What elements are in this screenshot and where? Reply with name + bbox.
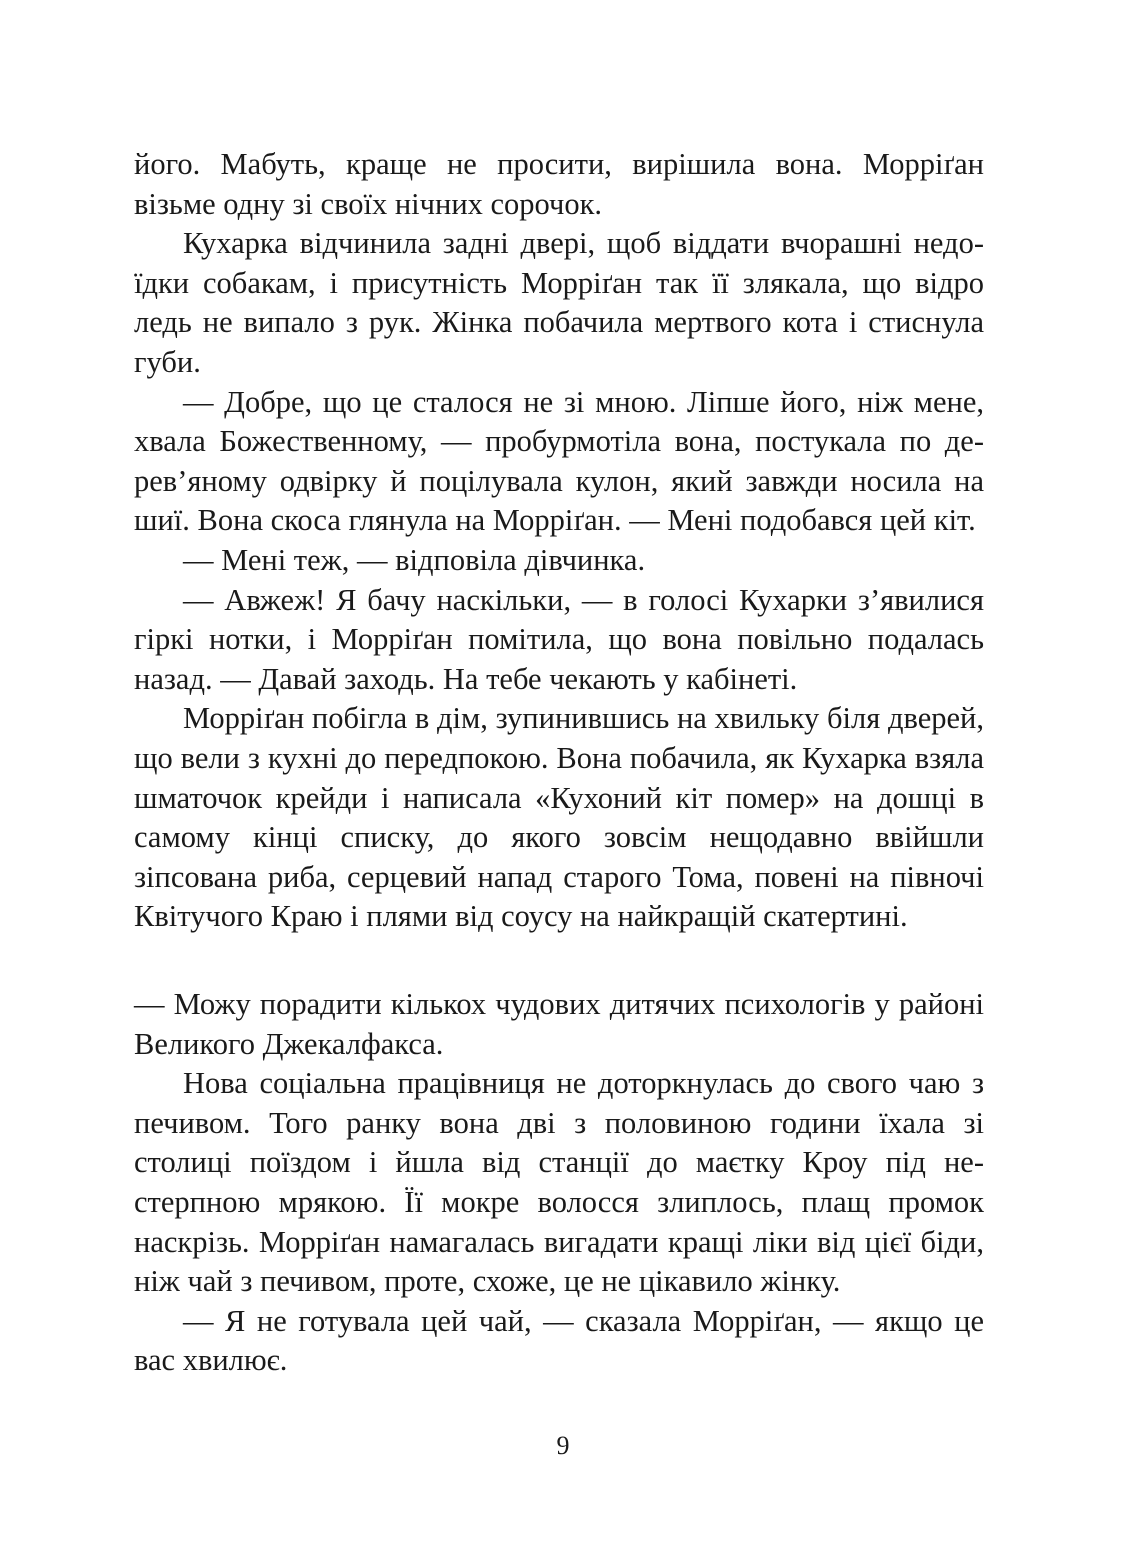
paragraph-continuation: його. Мабуть, краще не просити, вирішила вона. Морріґан візьме одну зі своїх нічних сорочок. xyxy=(134,147,984,221)
dialogue-paragraph: — Можу порадити кількох чудових дитячих психологів у районі Великого Джекалфакса. xyxy=(134,987,984,1061)
text-section-1 xyxy=(134,145,984,937)
dialogue-paragraph: — Мені теж, — відповіла дівчинка. xyxy=(183,542,646,577)
paragraph: Морріґан побігла в дім, зупинившись на хвильку біля дверей, що вели з кухні до передпокою. Вона побачила, як Кухарка взяла шматочок крейди і написала «Кухоний кіт помер» на дошці в самому кінці списку, до якого зовсім нещодавно ввійшли зіпсована риба, серцевий напад старого Тома, повені на півночі Квітучого Краю і плями від соусу на найкращій скатертині. xyxy=(134,701,984,934)
paragraph: Кухарка відчинила задні двері, щоб віддати вчорашні недоїдки собакам, і присутність Морріґан так її злякала, що відро ледь не випало з рук. Жінка побачила мертвого кота і стиснула губи. xyxy=(134,226,984,379)
dialogue-paragraph: — Авжеж! Я бачу наскільки, — в голосі Кухарки з’явилися гіркі нотки, і Морріґан помітила, що вона повільно подалась назад. — Давай заходь. На тебе чекають у кабінеті. xyxy=(134,582,984,696)
paragraph: Нова соціальна працівниця не доторкнулась до свого чаю з печивом. Того ранку вона дві з половиною години їхала зі столиці поїздом і йшла від станції до маєтку Кроу під нестерпною мрякою. Її мокре волосся злиплось, плащ промок наскрізь. Морріґан намагалась вигадати кращі ліки від цієї біди, ніж чай з печивом, проте, схоже, це не цікавило жінку. xyxy=(134,1066,984,1299)
dialogue-paragraph: — Добре, що це сталося не зі мною. Ліпше його, ніж мене, хвала Божественному, — пробурмотіла вона, постукала по дерев’яному одвірку й поцілувала кулон, який завжди носила на шиї. Вона скоса глянула на Морріґан. — Мені подобався цей кіт. xyxy=(134,384,984,538)
text-section-2 xyxy=(134,985,984,1381)
page-number: 9 xyxy=(556,1431,570,1460)
dialogue-paragraph: — Я не готувала цей чай, — сказала Морріґан, — якщо це вас хвилює. xyxy=(134,1303,984,1378)
